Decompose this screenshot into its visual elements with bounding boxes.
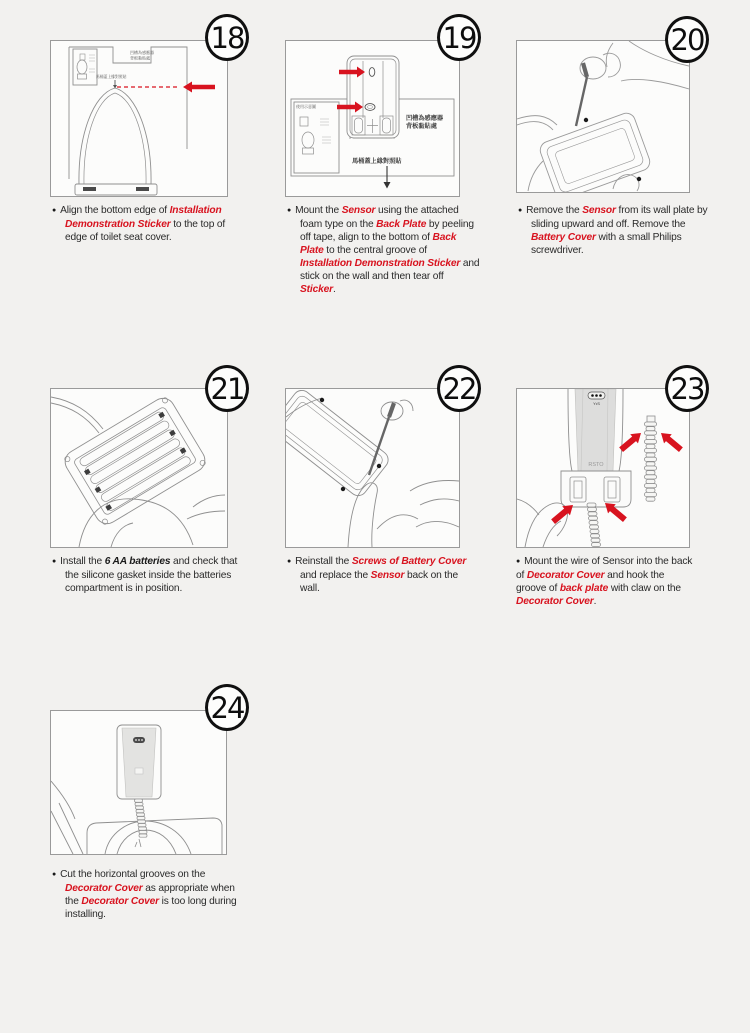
illustration-box-20 (516, 40, 690, 193)
step-caption-20 (518, 204, 711, 257)
ribbed-wire-center (587, 503, 601, 547)
device-label (135, 768, 143, 774)
mini-toilet-icon (302, 132, 314, 148)
illustration-box-23 (516, 388, 690, 548)
illustration-box-19 (285, 40, 460, 197)
thumb-outline (348, 483, 377, 547)
step-number: 22 (442, 371, 476, 406)
step-number-badge-18 (205, 14, 249, 61)
caption-text: Reinstall the Screws of Battery Cover and replace the Sensor back on the wall. (295, 556, 467, 594)
illustration-sticker-alignment (51, 41, 228, 197)
step-caption-22 (287, 555, 480, 595)
illustration-remove-battery-cover (517, 41, 689, 192)
step-number-badge-24 (205, 684, 249, 731)
step-number: 24 (210, 690, 244, 725)
step-number-badge-23 (665, 365, 709, 412)
illustration-backplate-mounting (286, 41, 460, 197)
illustration-reinstall-screws (286, 389, 459, 547)
wall-corner-lines (51, 803, 83, 854)
caption-text: Mount the wire of Sensor into the back of Decorator Cover and hook the groove of back plate with claw on the Decorator Cover. (516, 556, 693, 607)
hand-outline (79, 499, 193, 547)
sensor-device (286, 389, 392, 499)
caption-text: Mount the Sensor using the attached foam type on the Back Plate by peeling off tape, align to the bottom of Back Plate to the central groove of Installation Demonstration Sticker and stick on the wall and then tear off Sticker. (295, 205, 480, 295)
battery (89, 428, 176, 485)
battery-compartment (61, 394, 210, 528)
inset-title-text: 使用示意圖 (296, 104, 316, 109)
step-number-badge-21 (205, 365, 249, 412)
caption-text: Cut the horizontal grooves on the Decorator Cover as appropriate when the Decorator Cover is too long during installing. (60, 869, 237, 920)
sticker-inset-box (294, 102, 339, 173)
device-outline (568, 389, 572, 471)
step-number-badge-20 (665, 16, 709, 63)
screw-dot (320, 398, 324, 402)
caption-text: Install the 6 AA batteries and check that the silicone gasket inside the batteries compartment is in position. (60, 556, 238, 594)
step-number: 21 (210, 371, 244, 406)
screw-dot (377, 464, 381, 468)
illustration-cut-decorator-cover (51, 711, 226, 854)
caption-text: Align the bottom edge of Installation Demonstration Sticker to the top of edge of toilet seat cover. (60, 205, 226, 243)
align-label-text: 馬桶蓋上緣對照貼 (96, 75, 127, 79)
align-label-text: 馬桶蓋上緣對照貼 (352, 158, 402, 165)
step-number: 20 (670, 22, 704, 57)
step-caption-23 (516, 555, 696, 608)
step-number: 18 (210, 20, 244, 55)
illustration-box-24 (50, 710, 227, 855)
toilet-seat-cover (79, 88, 151, 184)
bullet-icon: ● (287, 206, 292, 214)
step-caption-19 (287, 204, 480, 296)
groove-note-text: 背板黏貼處 (406, 123, 437, 130)
down-arrow-icon (384, 182, 391, 189)
step-caption-18 (52, 204, 245, 244)
bullet-icon: ● (52, 557, 57, 565)
wire-line (517, 116, 557, 125)
bullet-icon: ● (52, 870, 57, 878)
step-number-badge-19 (437, 14, 481, 61)
step-caption-24 (52, 868, 245, 921)
illustration-box-21 (50, 388, 228, 548)
sticker-note-text: 背板黏貼處 (130, 55, 150, 61)
toilet-lid-outline (87, 818, 222, 854)
bullet-icon: ● (518, 206, 523, 214)
bullet-icon: ● (516, 557, 521, 565)
caption-text: Remove the Sensor from its wall plate by sliding upward and off. Remove the Battery Cover with a small Philips screwdriver. (526, 205, 708, 256)
step-caption-21 (52, 555, 245, 595)
sticker-note-text: 凹槽為感應器 (130, 50, 154, 55)
red-arrow-left-icon (183, 82, 215, 93)
bullet-icon: ● (287, 557, 292, 565)
step-number: 23 (670, 371, 704, 406)
device-brand-text: RSTO (588, 462, 604, 468)
screw-dot (341, 487, 345, 491)
step-number-badge-22 (437, 365, 481, 412)
ribbed-wire-right (645, 416, 657, 501)
battery (105, 455, 192, 512)
illustration-box-18 (50, 40, 228, 197)
illustration-decorator-cover-wire (517, 389, 689, 547)
hand-outline (525, 503, 567, 547)
mini-toilet-icon (77, 60, 87, 74)
red-arrow-icon (657, 428, 685, 454)
illustration-box-22 (285, 388, 460, 548)
illustration-install-batteries (51, 389, 227, 547)
hand-outline (410, 480, 459, 491)
bullet-icon: ● (52, 206, 57, 214)
battery (94, 437, 181, 494)
screw-hole (161, 397, 168, 404)
screw-hole (101, 518, 108, 525)
device-indicator-text: Y•S (593, 401, 600, 406)
screw-dot (637, 177, 641, 181)
step-number: 19 (442, 20, 476, 55)
screw-dot (584, 118, 588, 122)
groove-note-text: 凹槽為感應器 (406, 115, 444, 122)
battery (100, 446, 187, 503)
